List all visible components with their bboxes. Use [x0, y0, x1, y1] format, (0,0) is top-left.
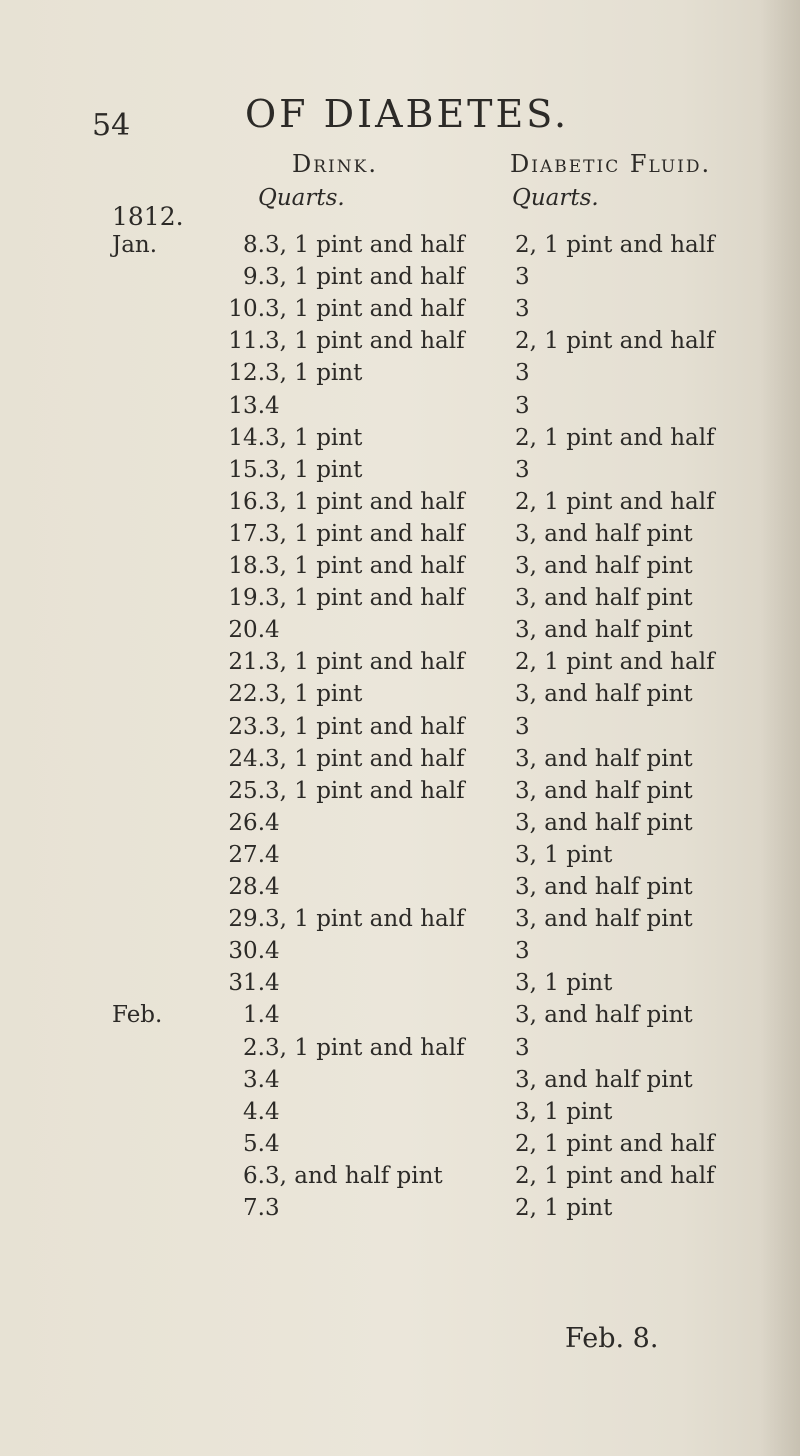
drink-cell: 3, 1 pint and half: [265, 585, 465, 612]
fluid-cell: 3: [515, 713, 530, 740]
table-row: [0, 647, 800, 678]
fluid-cell: 3, and half pint: [515, 906, 693, 933]
table-row: [0, 840, 800, 871]
fluid-cell: 3, and half pint: [515, 745, 693, 772]
table-row: [0, 262, 800, 293]
drink-column-unit: Quarts.: [258, 185, 345, 211]
day-cell: 11.: [228, 328, 265, 355]
drink-cell: 4: [265, 1130, 280, 1157]
fluid-cell: 3, and half pint: [515, 681, 693, 708]
table-row: [0, 230, 800, 261]
table-row: [0, 583, 800, 614]
drink-cell: 3, 1 pint and half: [265, 520, 465, 547]
day-cell: 13.: [228, 392, 265, 419]
drink-cell: 3, 1 pint and half: [265, 713, 465, 740]
table-row: [0, 423, 800, 454]
table-row: [0, 808, 800, 839]
page-number: 54: [92, 108, 131, 143]
drink-cell: 4: [265, 938, 280, 965]
day-cell: 20.: [228, 617, 265, 644]
day-cell: 2.: [243, 1034, 265, 1061]
day-cell: 27.: [228, 841, 265, 868]
fluid-cell: 2, 1 pint and half: [515, 232, 715, 258]
day-cell: 5.: [243, 1130, 265, 1157]
day-cell: 31.: [228, 970, 265, 997]
table-row: [0, 1129, 800, 1160]
fluid-cell: 3: [515, 264, 530, 291]
fluid-cell: 2, 1 pint and half: [515, 424, 715, 451]
day-cell: 18.: [228, 553, 265, 579]
fluid-cell: 3: [515, 456, 530, 483]
day-cell: 4.: [243, 1098, 265, 1125]
fluid-cell: 2, 1 pint and half: [515, 649, 715, 676]
fluid-cell: 3, 1 pint: [515, 1098, 613, 1125]
fluid-cell: 2, 1 pint and half: [515, 1162, 715, 1189]
drink-cell: 4: [265, 392, 280, 419]
table-row: [0, 1193, 800, 1224]
drink-cell: 4: [265, 1002, 280, 1029]
fluid-cell: 3, and half pint: [515, 520, 693, 547]
table-row: [0, 1161, 800, 1192]
fluid-cell: 3, and half pint: [515, 585, 693, 612]
day-cell: 26.: [228, 809, 265, 836]
table-row: [0, 294, 800, 325]
drink-cell: 3, 1 pint: [265, 424, 363, 451]
drink-cell: 3, 1 pint and half: [265, 1034, 465, 1061]
table-row: [0, 968, 800, 999]
fluid-cell: 3, and half pint: [515, 777, 693, 804]
table-row: [0, 358, 800, 389]
drink-cell: 4: [265, 841, 280, 868]
drink-cell: 3, 1 pint and half: [265, 296, 465, 323]
drink-column-title: Drink.: [292, 150, 378, 178]
day-cell: 21.: [228, 649, 265, 676]
drink-cell: 4: [265, 1066, 280, 1093]
month-cell: Jan.: [112, 232, 158, 258]
table-row: [0, 455, 800, 486]
drink-cell: 4: [265, 874, 280, 900]
table-row: [0, 1033, 800, 1064]
fluid-column-unit: Quarts.: [512, 185, 599, 211]
drink-cell: 3, 1 pint: [265, 360, 363, 387]
fluid-column-title: Diabetic Fluid.: [510, 150, 712, 178]
drink-cell: 3, 1 pint and half: [265, 232, 465, 258]
day-cell: 30.: [228, 938, 265, 965]
drink-cell: 3, 1 pint and half: [265, 745, 465, 772]
fluid-cell: 3, and half pint: [515, 553, 693, 579]
day-cell: 17.: [228, 520, 265, 547]
drink-cell: 4: [265, 809, 280, 836]
table-row: [0, 326, 800, 357]
fluid-cell: 3, and half pint: [515, 1002, 693, 1029]
day-cell: 29.: [228, 906, 265, 933]
month-cell: Feb.: [112, 1002, 163, 1029]
fluid-cell: 3, and half pint: [515, 874, 693, 900]
table-row: [0, 551, 800, 582]
fluid-cell: 2, 1 pint and half: [515, 328, 715, 355]
table-row: [0, 712, 800, 743]
continuation-note: Feb. 8.: [565, 1323, 659, 1354]
drink-cell: 3, 1 pint and half: [265, 649, 465, 676]
year-label: 1812.: [112, 202, 184, 231]
day-cell: 9.: [243, 264, 265, 291]
day-cell: 25.: [228, 777, 265, 804]
drink-cell: 3, and half pint: [265, 1162, 443, 1189]
fluid-cell: 3, 1 pint: [515, 970, 613, 997]
table-row: [0, 391, 800, 422]
day-cell: 10.: [228, 296, 265, 323]
day-cell: 23.: [228, 713, 265, 740]
drink-cell: 4: [265, 1098, 280, 1125]
fluid-cell: 3, and half pint: [515, 809, 693, 836]
drink-cell: 4: [265, 617, 280, 644]
table-row: [0, 487, 800, 518]
table-row: [0, 1000, 800, 1031]
fluid-cell: 3, and half pint: [515, 1066, 693, 1093]
fluid-cell: 3: [515, 392, 530, 419]
table-row: [0, 776, 800, 807]
fluid-cell: 3, and half pint: [515, 617, 693, 644]
day-cell: 14.: [228, 424, 265, 451]
fluid-cell: 2, 1 pint and half: [515, 488, 715, 515]
table-row: [0, 615, 800, 646]
day-cell: 6.: [243, 1162, 265, 1189]
drink-cell: 3, 1 pint and half: [265, 777, 465, 804]
day-cell: 15.: [228, 456, 265, 483]
day-cell: 24.: [228, 745, 265, 772]
drink-cell: 3: [265, 1195, 280, 1221]
fluid-cell: 3: [515, 1034, 530, 1061]
table-row: [0, 936, 800, 967]
day-cell: 28.: [228, 874, 265, 900]
fluid-cell: 2, 1 pint and half: [515, 1130, 715, 1157]
drink-cell: 3, 1 pint: [265, 456, 363, 483]
table-row: [0, 519, 800, 550]
table-row: [0, 872, 800, 903]
table-row: [0, 679, 800, 710]
day-cell: 22.: [228, 681, 265, 708]
table-row: [0, 1065, 800, 1096]
drink-cell: 4: [265, 970, 280, 997]
drink-cell: 3, 1 pint and half: [265, 488, 465, 515]
day-cell: 7.: [243, 1195, 265, 1221]
running-head: OF DIABETES.: [245, 92, 570, 136]
table-row: [0, 1097, 800, 1128]
fluid-cell: 3, 1 pint: [515, 841, 613, 868]
day-cell: 1.: [243, 1002, 265, 1029]
fluid-cell: 3: [515, 296, 530, 323]
day-cell: 16.: [228, 488, 265, 515]
drink-cell: 3, 1 pint and half: [265, 328, 465, 355]
drink-cell: 3, 1 pint and half: [265, 264, 465, 291]
day-cell: 19.: [228, 585, 265, 612]
day-cell: 3.: [243, 1066, 265, 1093]
drink-cell: 3, 1 pint: [265, 681, 363, 708]
day-cell: 12.: [228, 360, 265, 387]
day-cell: 8.: [243, 232, 265, 258]
drink-cell: 3, 1 pint and half: [265, 553, 465, 579]
fluid-cell: 3: [515, 360, 530, 387]
fluid-cell: 3: [515, 938, 530, 965]
table-row: [0, 744, 800, 775]
drink-cell: 3, 1 pint and half: [265, 906, 465, 933]
fluid-cell: 2, 1 pint: [515, 1195, 613, 1221]
table-row: [0, 904, 800, 935]
